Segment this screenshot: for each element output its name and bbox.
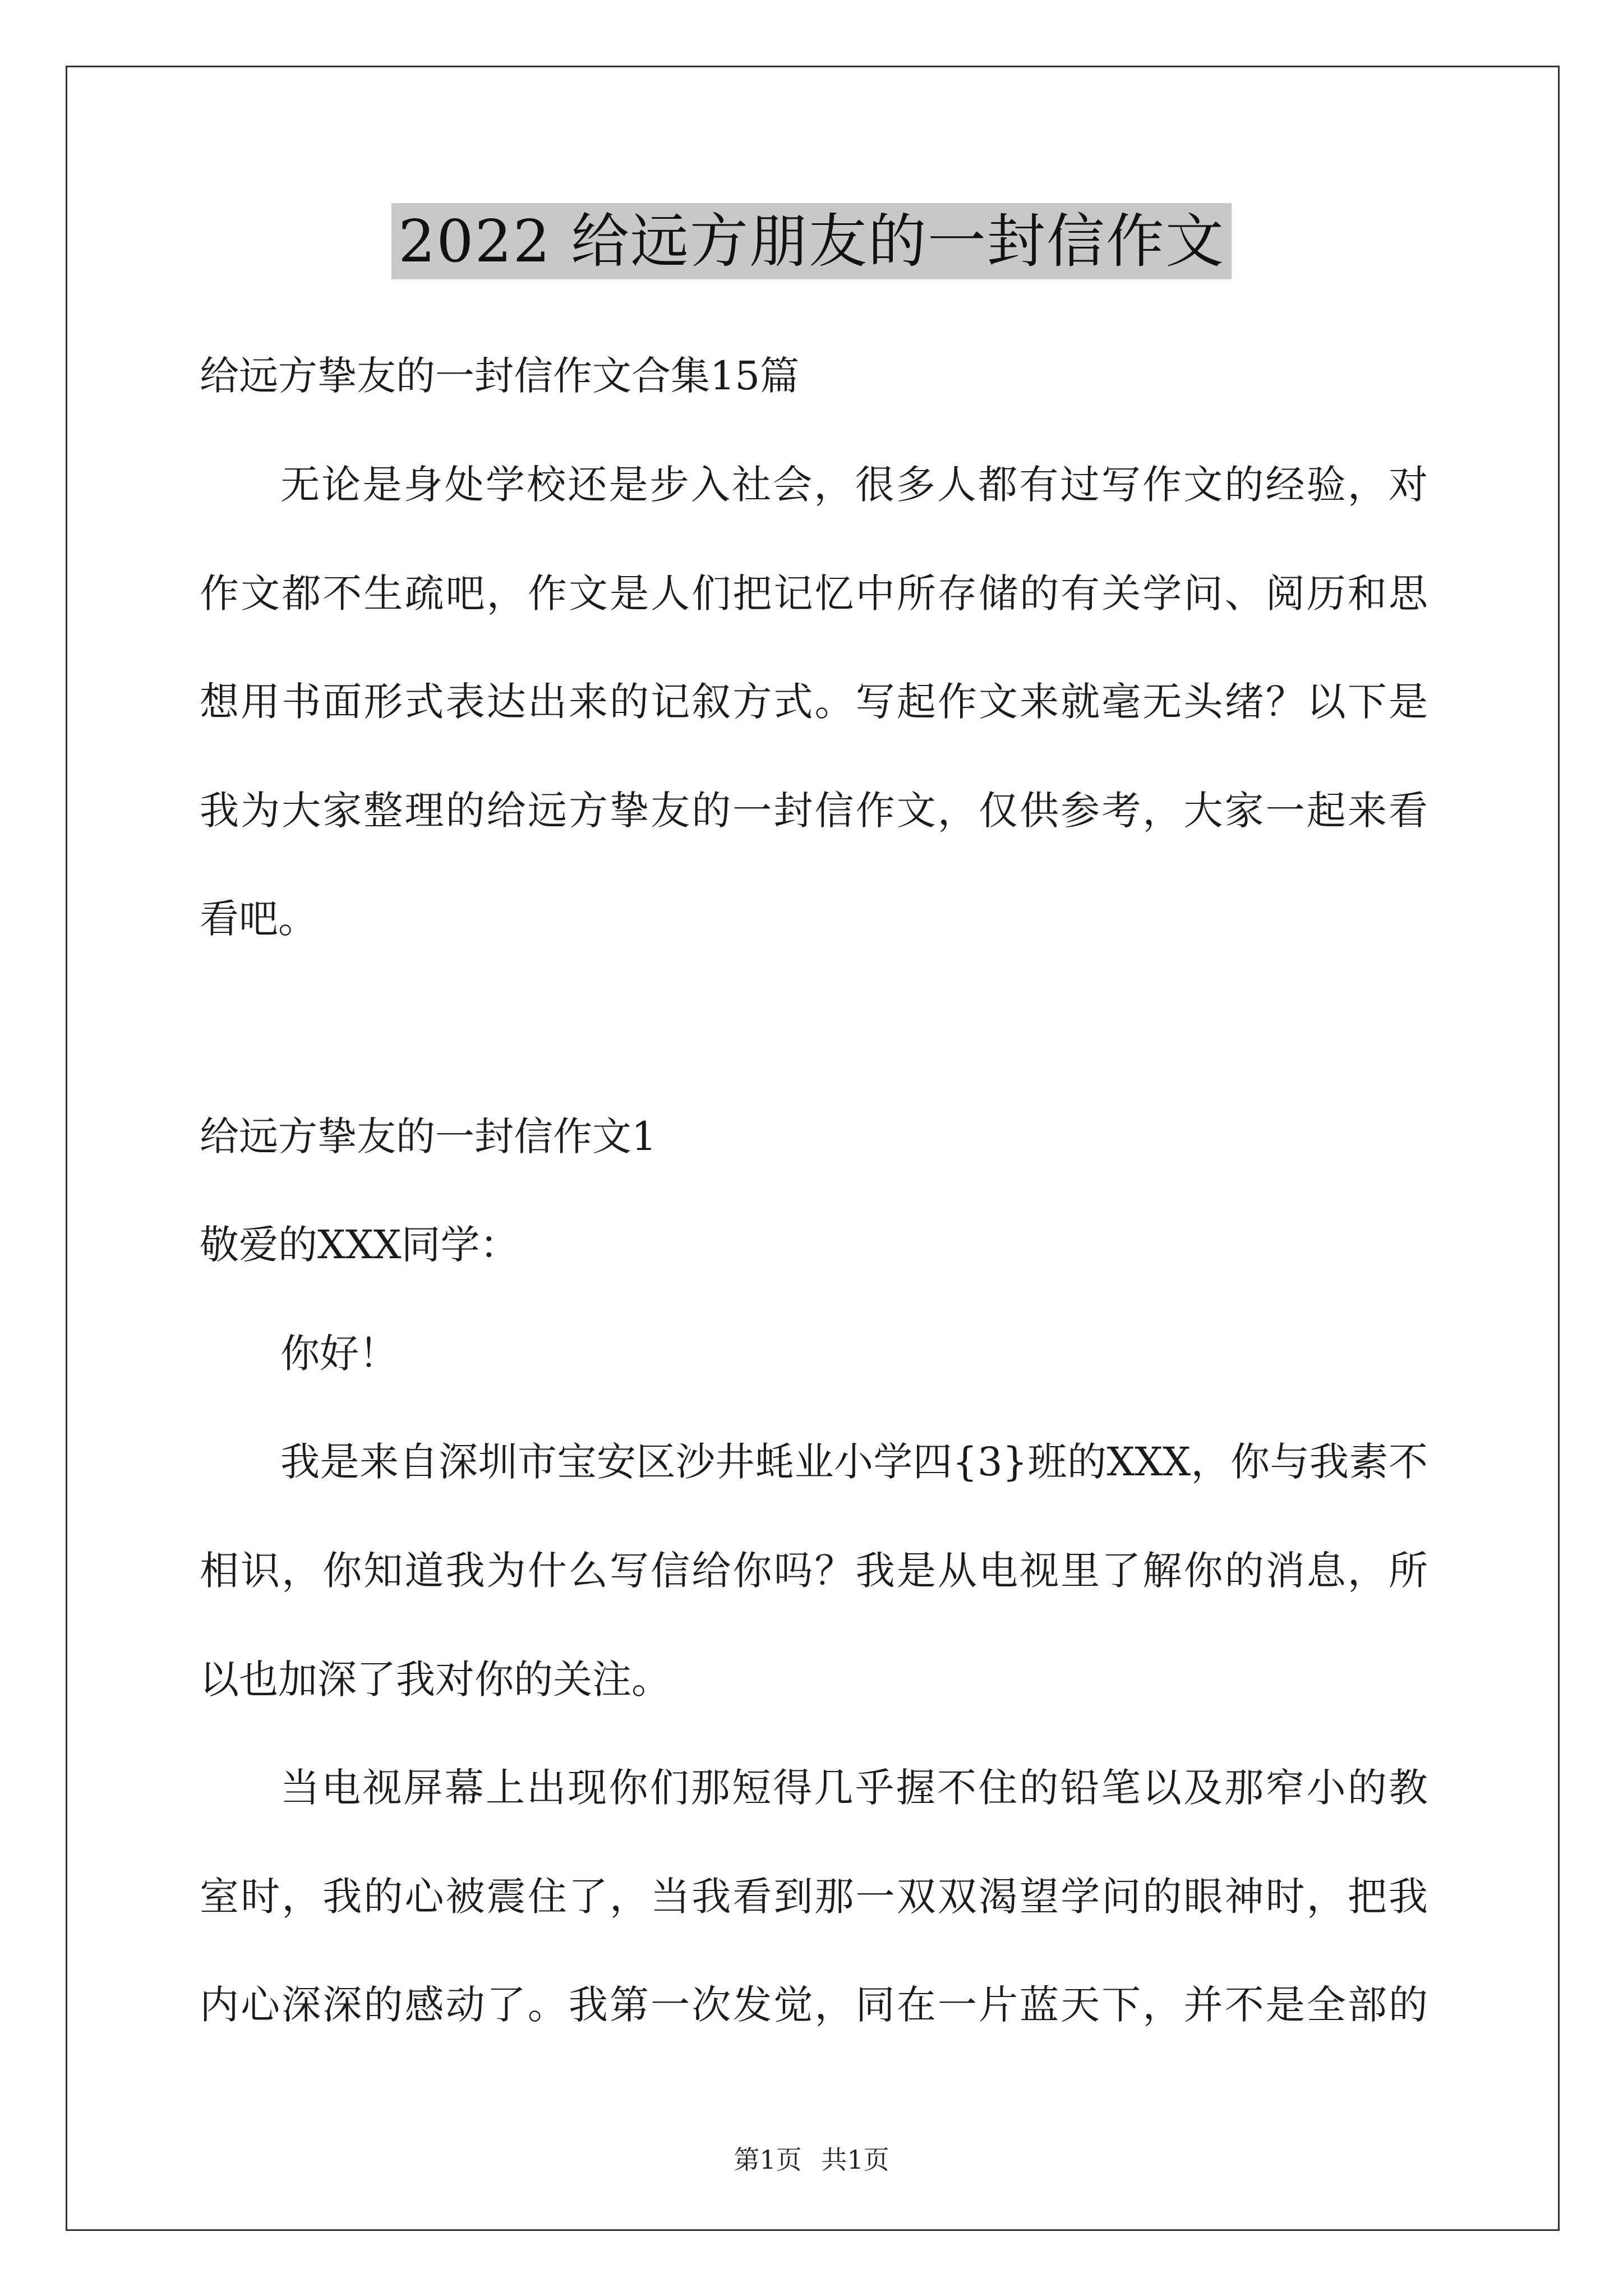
intro-line-2: 作文都不生疏吧，作文是人们把记忆中所存储的有关学问、阅历和思: [200, 570, 1428, 616]
intro-line-5: 看吧。: [200, 896, 317, 942]
title-container: [0, 203, 1623, 279]
para1-line-1: 我是来自深圳市宝安区沙井蚝业小学四{3}班的XXX，你与我素不: [280, 1439, 1428, 1485]
para1-line-2: 相识，你知道我为什么写信给你吗？我是从电视里了解你的消息，所: [200, 1548, 1428, 1594]
intro-line-4: 我为大家整理的给远方挚友的一封信作文，仅供参考，大家一起来看: [200, 788, 1428, 834]
para1-line-3: 以也加深了我对你的关注。: [200, 1657, 671, 1703]
document-title: 2022 给远方朋友的一封信作文: [391, 203, 1232, 279]
para2-line-3: 内心深深的感动了。我第一次发觉，同在一片蓝天下，并不是全部的: [200, 1982, 1428, 2028]
document-subtitle: 给远方挚友的一封信作文合集15篇: [200, 353, 800, 399]
intro-line-1: 无论是身处学校还是步入社会，很多人都有过写作文的经验，对: [280, 462, 1428, 508]
letter-greeting: 你好！: [280, 1331, 398, 1377]
intro-line-3: 想用书面形式表达出来的记叙方式。写起作文来就毫无头绪？以下是: [200, 679, 1428, 725]
page-number-total: 共1页: [821, 2145, 889, 2175]
page-footer: [0, 2143, 1623, 2177]
page-number-current: 第1页: [734, 2145, 802, 2175]
letter-salutation: 敬爱的XXX同学：: [200, 1222, 519, 1268]
section-heading: 给远方挚友的一封信作文1: [200, 1114, 657, 1159]
para2-line-1: 当电视屏幕上出现你们那短得几乎握不住的铅笔以及那窄小的教: [280, 1765, 1428, 1811]
para2-line-2: 室时，我的心被震住了，当我看到那一双双渴望学问的眼神时，把我: [200, 1874, 1428, 1920]
